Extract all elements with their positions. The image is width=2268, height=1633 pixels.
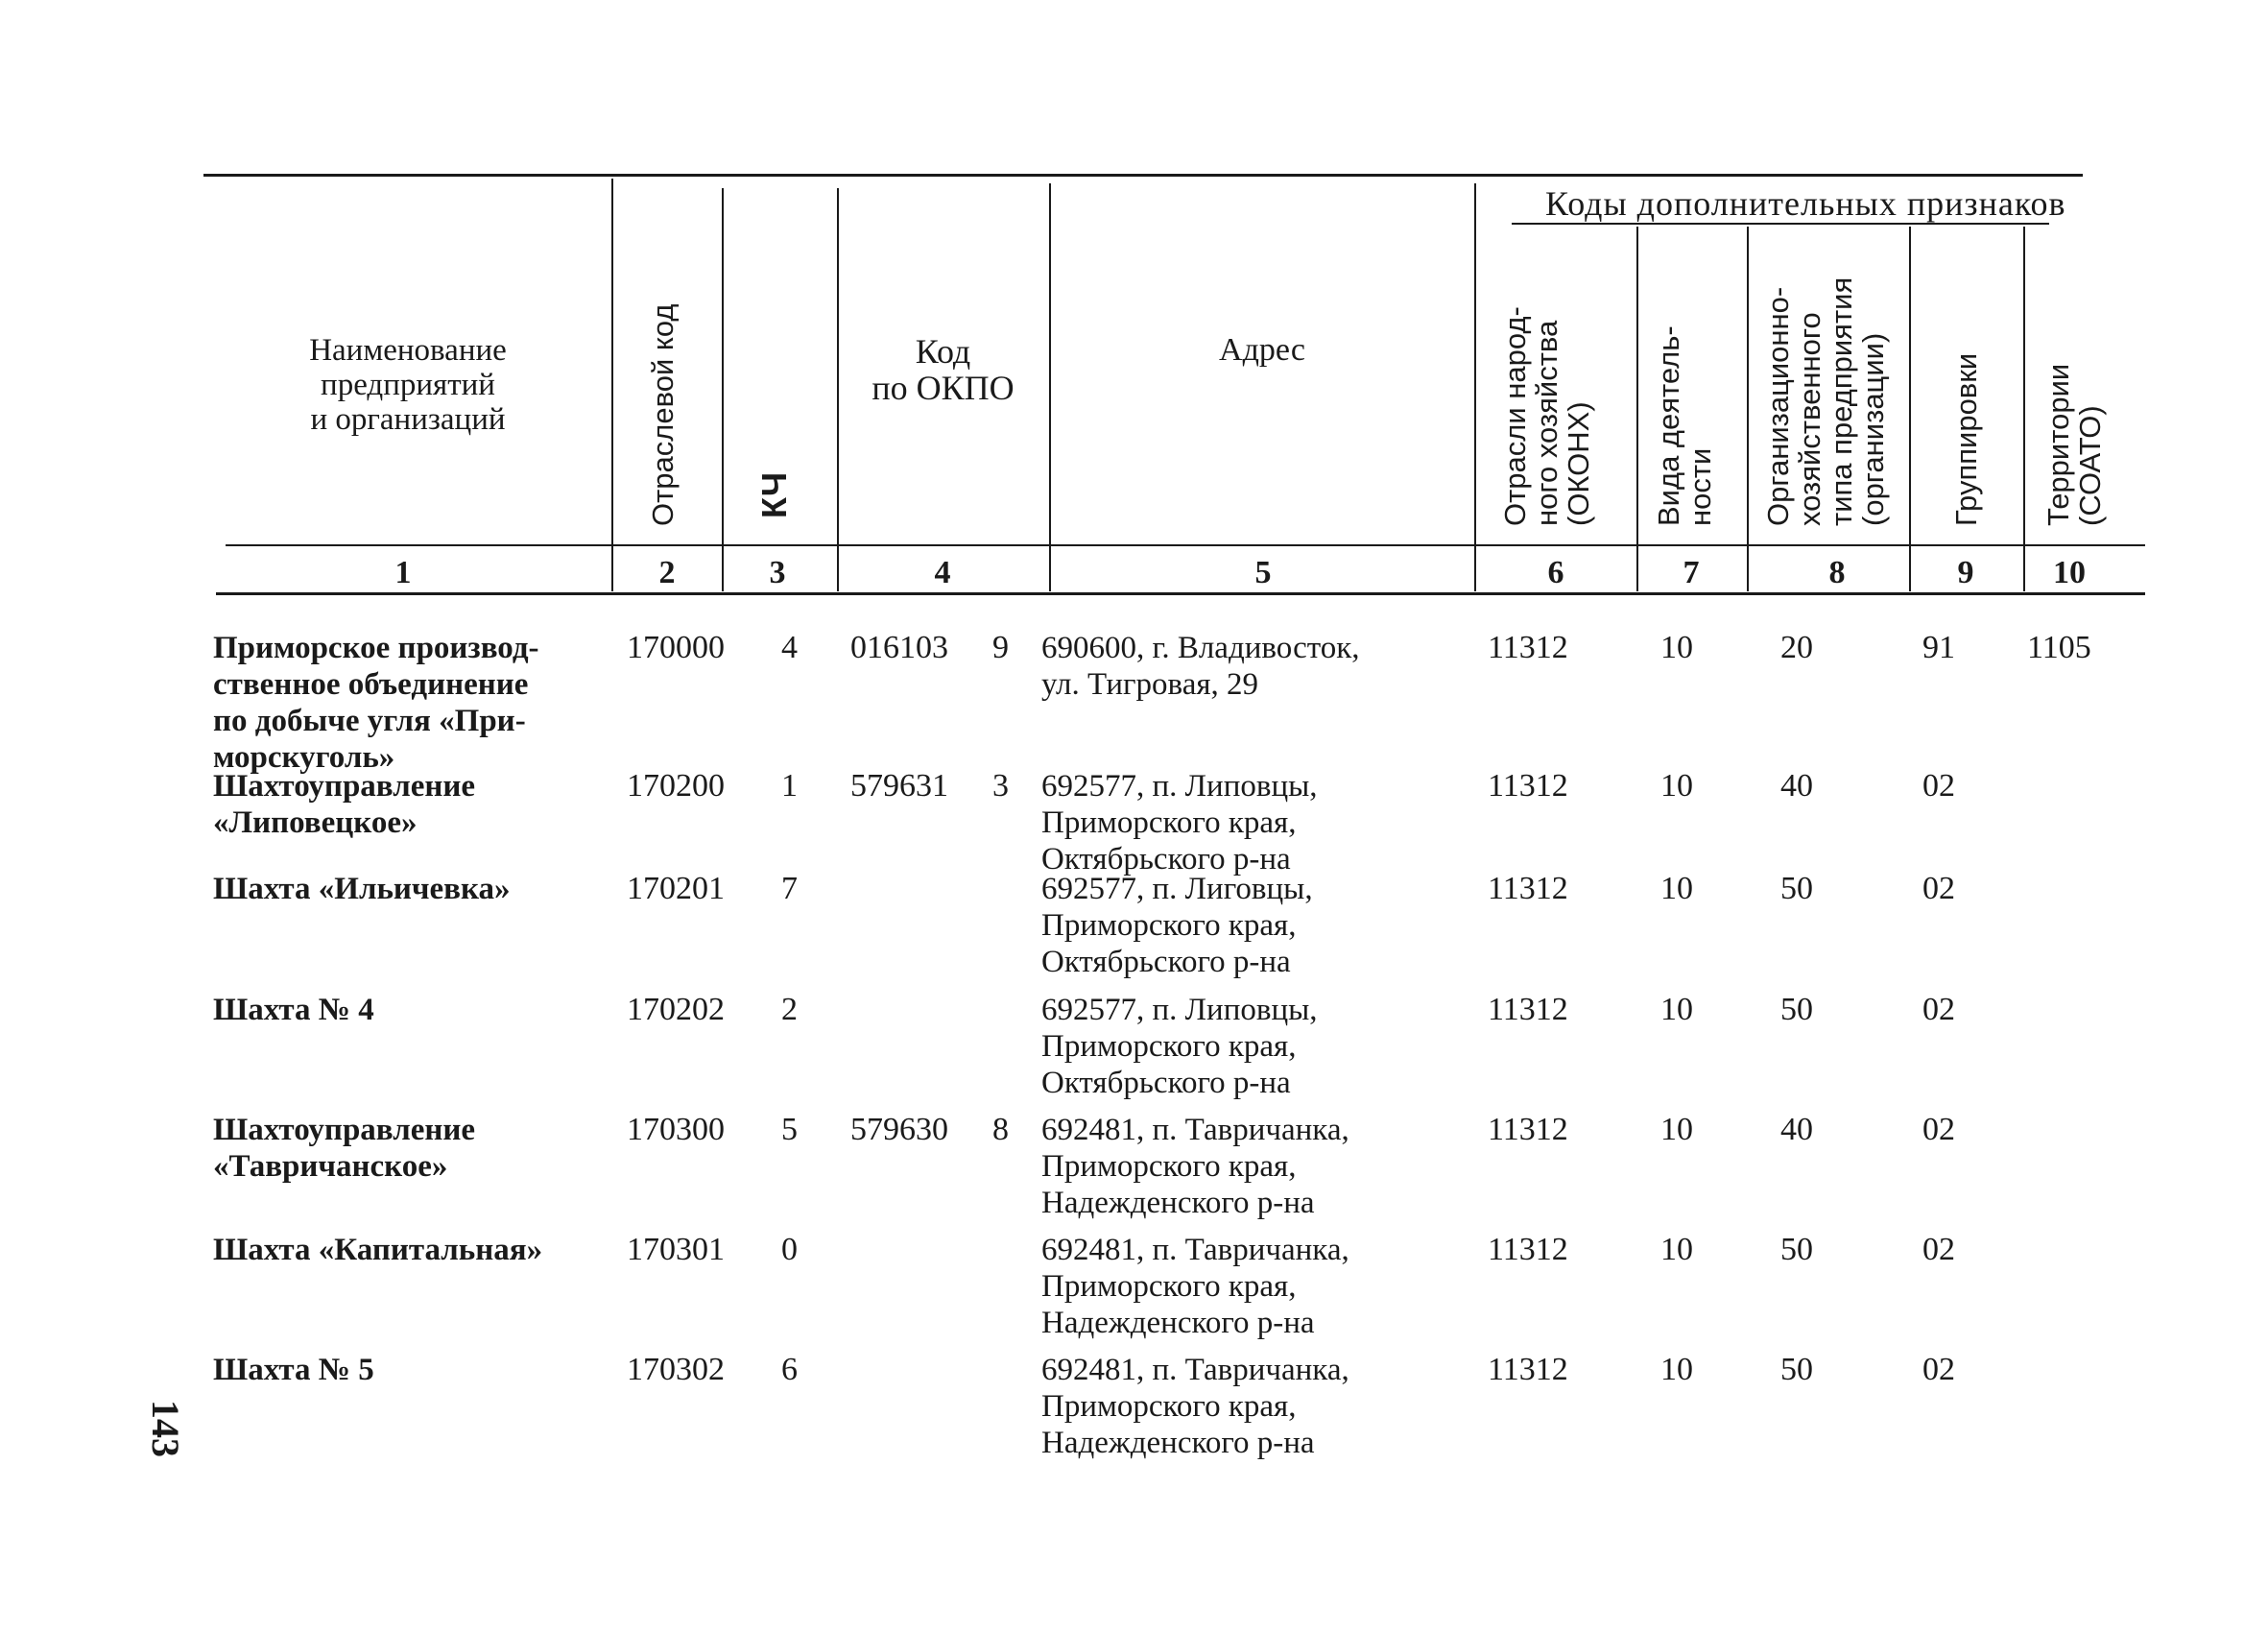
row-kch: 0 [781,1232,798,1267]
col-number-4: 4 [934,555,951,590]
row-branch-code: 170300 [627,1112,725,1147]
row-branch-code: 170301 [627,1232,725,1267]
row-address: 692577, п. Лиговцы, Приморского края, Октябрьского р-на [1041,872,1313,979]
col-number-8: 8 [1828,555,1846,590]
numbers-bottom-rule [216,592,2145,595]
col-divider-1 [611,179,613,591]
row-okpo-check: 8 [992,1112,1009,1147]
header-okonh: Отрасли народ- ного хозяйства (ОКОНХ) [1498,306,1595,526]
header-kch: КЧ [754,471,794,518]
row-activity: 10 [1660,871,1693,906]
row-activity: 10 [1660,1112,1693,1147]
row-activity: 10 [1660,992,1693,1027]
row-okpo: 016103 [850,630,948,665]
col-number-7: 7 [1683,555,1700,590]
col-divider-7 [1747,227,1749,591]
row-activity: 10 [1660,630,1693,665]
row-group: 02 [1922,1112,1955,1147]
row-okonh: 11312 [1488,1232,1568,1267]
header-soato: Территории (СОАТО) [2041,363,2107,526]
col-number-10: 10 [2053,555,2086,590]
col-divider-3 [837,188,839,591]
row-address: 692481, п. Тавричанка, Приморского края, Надежденского р-на [1041,1233,1349,1340]
col-divider-2 [722,188,724,591]
row-address: 692481, п. Тавричанка, Приморского края, Надежденского р-на [1041,1353,1349,1460]
row-org-type: 50 [1780,871,1813,906]
row-okpo: 579631 [850,768,948,804]
row-address: 692481, п. Тавричанка, Приморского края, Надежденского р-на [1041,1113,1349,1220]
row-okonh: 11312 [1488,768,1568,804]
col-number-1: 1 [394,555,412,590]
row-org-type: 50 [1780,1352,1813,1387]
col-number-2: 2 [658,555,676,590]
row-name: Шахтоуправление «Тавричанское» [213,1113,476,1184]
row-kch: 2 [781,992,798,1027]
row-activity: 10 [1660,1232,1693,1267]
header-groups: Группировки [1949,352,1983,526]
row-okpo: 579630 [850,1112,948,1147]
row-branch-code: 170302 [627,1352,725,1387]
row-soato: 1105 [2027,630,2091,665]
row-kch: 7 [781,871,798,906]
row-okonh: 11312 [1488,871,1568,906]
row-address: 690600, г. Владивосток, ул. Тигровая, 29 [1041,631,1360,702]
header-branch-code: Отраслевой код [646,303,680,526]
row-org-type: 40 [1780,768,1813,804]
row-kch: 6 [781,1352,798,1387]
row-group: 91 [1922,630,1955,665]
col-divider-9 [2023,227,2025,591]
col-number-3: 3 [769,555,786,590]
row-org-type: 50 [1780,1232,1813,1267]
row-name: Шахтоуправление «Липовецкое» [213,769,476,840]
col-number-6: 6 [1547,555,1564,590]
row-name: Шахта «Ильичевка» [213,872,511,906]
row-kch: 1 [781,768,798,804]
row-branch-code: 170201 [627,871,725,906]
row-okonh: 11312 [1488,1112,1568,1147]
row-address: 692577, п. Липовцы, Приморского края, Октябрьского р-на [1041,769,1318,877]
row-okonh: 11312 [1488,1352,1568,1387]
row-name: Шахта № 5 [213,1353,374,1387]
row-kch: 5 [781,1112,798,1147]
row-group: 02 [1922,1352,1955,1387]
col-divider-8 [1909,227,1911,591]
row-okonh: 11312 [1488,630,1568,665]
col-divider-4 [1049,183,1051,591]
header-address: Адрес [1219,332,1305,368]
row-org-type: 20 [1780,630,1813,665]
row-branch-code: 170200 [627,768,725,804]
header-org-type: Организационно- хозяйственного типа предприятия (организации) [1761,276,1890,526]
row-org-type: 50 [1780,992,1813,1027]
row-activity: 10 [1660,1352,1693,1387]
header-bottom-rule [226,544,2145,546]
col-number-5: 5 [1254,555,1272,590]
row-address: 692577, п. Липовцы, Приморского края, Октябрьского р-на [1041,993,1318,1100]
row-okpo-check: 9 [992,630,1009,665]
row-branch-code: 170000 [627,630,725,665]
col-divider-5 [1474,183,1476,591]
extra-group-rule [1512,223,2049,225]
row-group: 02 [1922,1232,1955,1267]
row-group: 02 [1922,768,1955,804]
row-group: 02 [1922,992,1955,1027]
header-activity: Вида деятель- ности [1652,325,1717,526]
col-divider-6 [1636,227,1638,591]
header-extra-group: Коды дополнительных признаков [1545,184,2066,223]
row-okpo-check: 3 [992,768,1009,804]
row-name: Шахта «Капитальная» [213,1233,543,1267]
row-name: Приморское производ- ственное объединение по добыче угля «При- морскуголь» [213,631,539,775]
row-group: 02 [1922,871,1955,906]
row-activity: 10 [1660,768,1693,804]
row-name: Шахта № 4 [213,993,374,1027]
row-branch-code: 170202 [627,992,725,1027]
row-okonh: 11312 [1488,992,1568,1027]
row-kch: 4 [781,630,798,665]
header-name: Наименование предприятий и организаций [309,333,507,437]
col-number-9: 9 [1957,555,1974,590]
table-top-rule [203,174,2083,177]
header-okpo: Код по ОКПО [871,332,1015,407]
row-org-type: 40 [1780,1112,1813,1147]
page-number: 143 [144,1400,187,1457]
